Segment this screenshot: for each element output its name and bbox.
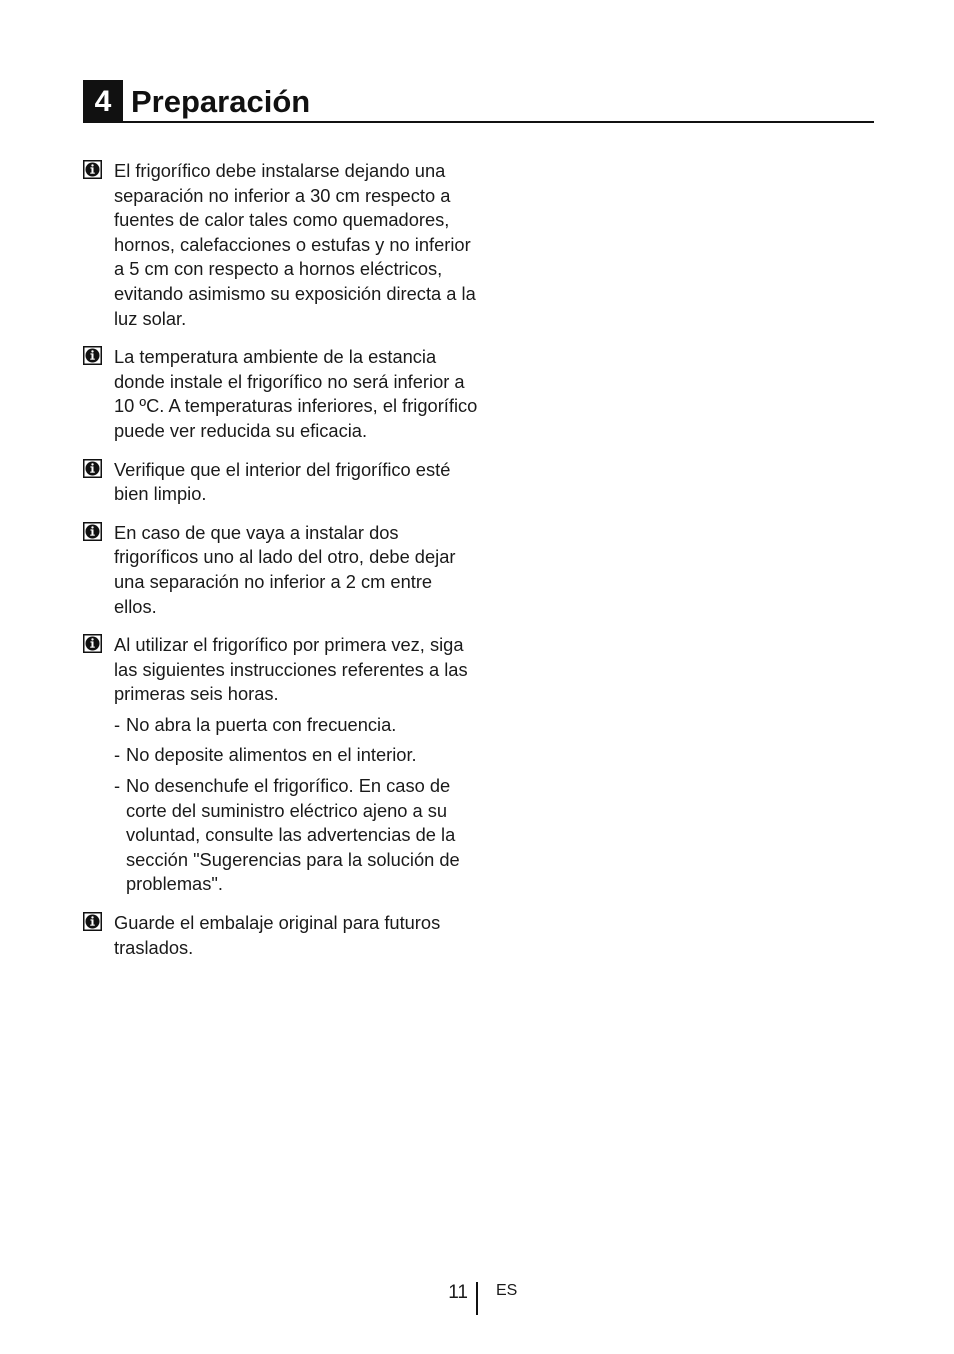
bullet-text: No desenchufe el frigorífico. En caso de corte del suministro eléctrico ajeno a su voluntad, consulte las advertencias de la sección "Sugerencias para la solución de problemas". (126, 775, 460, 895)
note-item (83, 159, 478, 331)
section-heading (83, 80, 874, 123)
info-icon (83, 459, 102, 478)
info-icon (83, 160, 102, 179)
note-text: Verifique que el interior del frigorífico esté bien limpio. (114, 458, 451, 505)
page-number: 11 (448, 1282, 468, 1303)
bullet-text: No deposite alimentos en el interior. (126, 744, 417, 766)
note-text: Guarde el embalaje original para futuros traslados. (114, 912, 441, 958)
section-title: Preparación (131, 84, 311, 119)
bullet-dash: - (114, 744, 121, 766)
info-icon (83, 912, 102, 931)
note-item (83, 458, 478, 507)
section-number-badge: 4 (83, 80, 123, 123)
footer-divider (476, 1282, 478, 1315)
note-text: La temperatura ambiente de la estancia donde instale el frigorífico no será inferior a 10 ºC. A temperaturas inferiores, el frigorífico puede ver reducida su eficacia. (114, 346, 478, 441)
note-text: En caso de que vaya a instalar dos frigoríficos uno al lado del otro, debe dejar una separación no inferior a 2 cm entre ellos. (114, 521, 456, 617)
bullet-dash: - (114, 775, 121, 797)
notes-column (83, 159, 478, 974)
note-text: El frigorífico debe instalarse dejando una separación no inferior a 30 cm respecto a fuentes de calor tales como quemadores, hornos, calefacciones o estufas y no inferior a 5 cm con respecto a hornos eléctricos, evitando asimismo su exposición directa a la luz solar. (114, 160, 476, 329)
note-item (83, 345, 478, 443)
bullet-dash: - (114, 713, 121, 735)
bullet-list (114, 713, 478, 897)
info-icon (83, 522, 102, 541)
language-code: ES (496, 1282, 518, 1299)
note-item (83, 521, 478, 619)
bullet-item (114, 774, 478, 897)
bullet-text: No abra la puerta con frecuencia. (126, 713, 397, 735)
bullet-item (114, 743, 478, 768)
note-text: Al utilizar el frigorífico por primera vez, siga las siguientes instrucciones referentes a las primeras seis horas. (114, 634, 468, 705)
info-icon (83, 634, 102, 653)
note-item (83, 633, 478, 897)
bullet-item (114, 713, 478, 738)
info-icon (83, 346, 102, 365)
note-item (83, 911, 478, 960)
